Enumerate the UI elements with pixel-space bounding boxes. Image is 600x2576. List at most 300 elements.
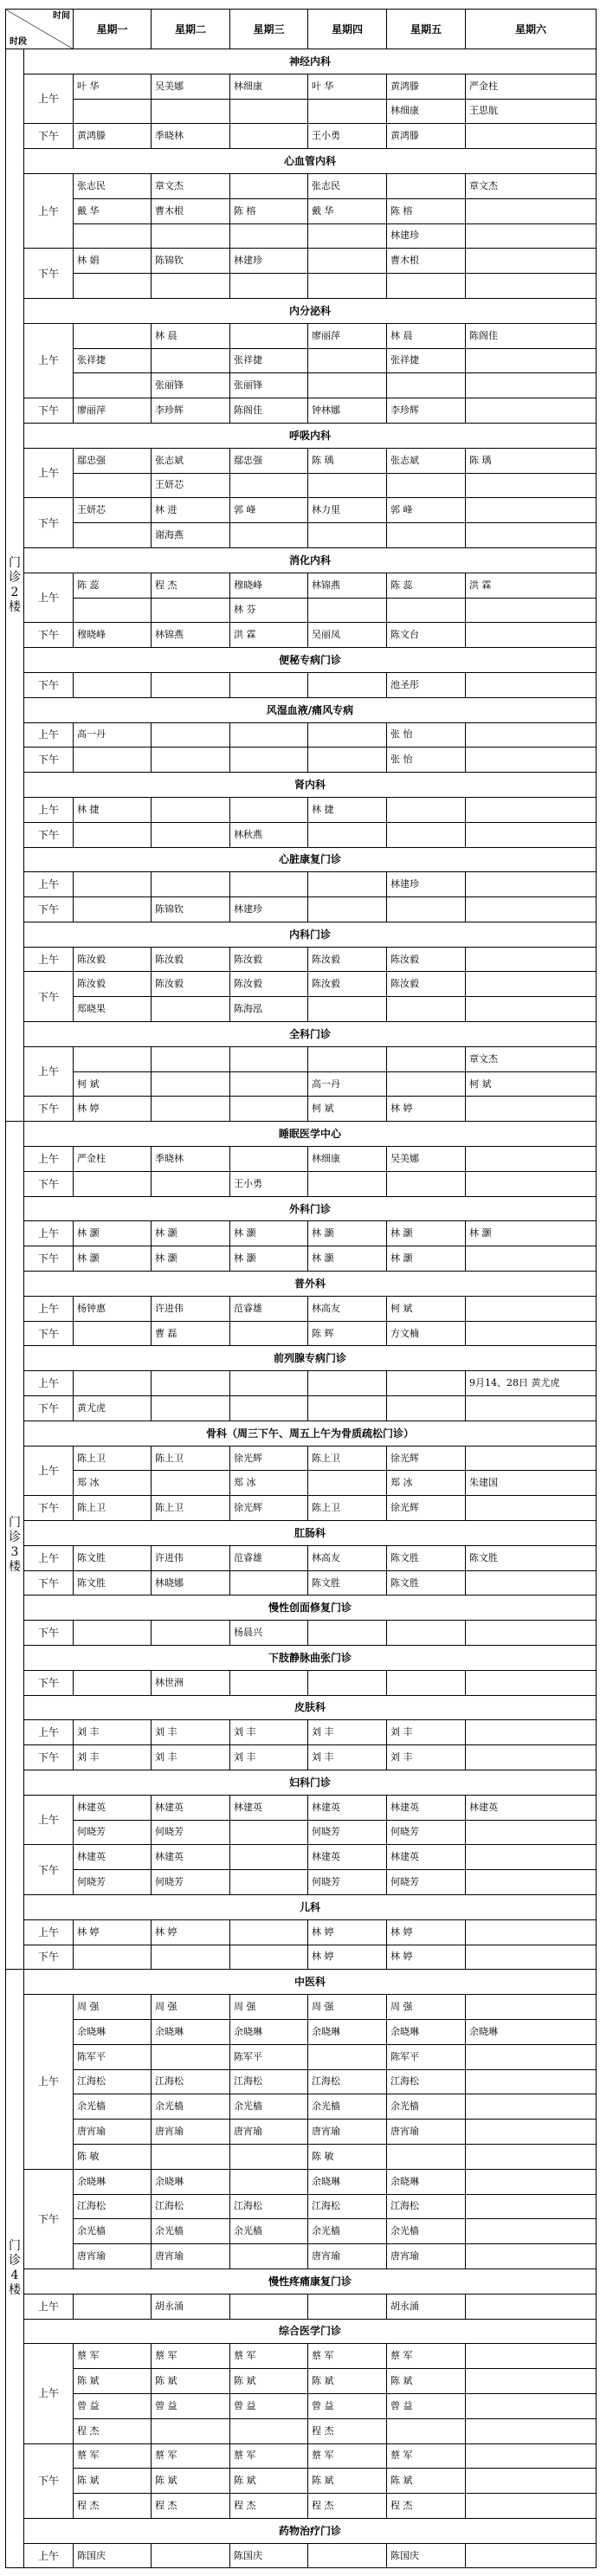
doctor-cell (466, 2344, 597, 2369)
doctor-cell: 王妍芯 (152, 473, 230, 498)
doctor-cell: 郑 冰 (387, 1471, 466, 1496)
doctor-cell (308, 1046, 387, 1071)
doctor-cell: 余光樯 (74, 2219, 152, 2244)
doctor-cell: 黄鸿滕 (387, 124, 466, 149)
schedule-row (6, 2169, 597, 2194)
doctor-cell: 陈 斌 (308, 2469, 387, 2494)
doctor-cell: 蔡 军 (74, 2344, 152, 2369)
doctor-cell: 刘 丰 (74, 1720, 152, 1745)
schedule-row (6, 124, 597, 149)
doctor-cell (466, 1720, 597, 1745)
department-title: 综合医学门诊 (24, 2319, 597, 2344)
doctor-cell: 严金柱 (74, 1147, 152, 1172)
doctor-cell (308, 223, 387, 249)
period-label: 上午 (24, 872, 74, 897)
doctor-cell: 陈汝毅 (152, 972, 230, 997)
schedule-row (6, 1046, 597, 1071)
schedule-row (6, 1945, 597, 1970)
day-header-saturday: 星期六 (466, 10, 597, 49)
doctor-cell: 唐宵瑜 (152, 2244, 230, 2269)
doctor-cell: 郑 冰 (74, 1471, 152, 1496)
doctor-cell (152, 1046, 230, 1071)
doctor-cell (308, 748, 387, 773)
doctor-cell: 唐宵瑜 (74, 2120, 152, 2145)
period-label: 上午 (24, 1371, 74, 1396)
doctor-cell (387, 1371, 466, 1396)
doctor-cell (74, 748, 152, 773)
outpatient-schedule-table (5, 9, 597, 2568)
doctor-cell (152, 348, 230, 373)
schedule-row (6, 1496, 597, 1521)
doctor-cell (308, 1171, 387, 1196)
doctor-cell: 余晓琳 (387, 2169, 466, 2194)
schedule-row (6, 672, 597, 697)
schedule-row (6, 99, 597, 124)
period-label: 上午 (24, 173, 74, 248)
day-header-thursday: 星期四 (308, 10, 387, 49)
doctor-cell: 陈阁佳 (230, 398, 308, 424)
schedule-row (6, 1995, 597, 2020)
doctor-cell (387, 373, 466, 398)
doctor-cell: 陈文胜 (308, 1570, 387, 1595)
period-label: 下午 (24, 748, 74, 773)
doctor-cell: 戴 华 (308, 198, 387, 223)
doctor-cell (308, 897, 387, 922)
doctor-cell (308, 2543, 387, 2568)
doctor-cell: 蔡 军 (230, 2443, 308, 2469)
doctor-cell: 程 杰 (152, 2494, 230, 2519)
doctor-cell: 林 晨 (152, 323, 230, 348)
doctor-cell: 高一丹 (74, 722, 152, 748)
period-label: 上午 (24, 1545, 74, 1570)
doctor-cell: 曾 益 (387, 2393, 466, 2418)
department-title: 风湿血液/痛风专病 (24, 697, 597, 722)
doctor-cell: 陈 斌 (387, 2469, 466, 2494)
doctor-cell (466, 1171, 597, 1196)
doctor-cell (152, 672, 230, 697)
schedule-row (6, 1545, 597, 1570)
doctor-cell: 陈海泓 (230, 997, 308, 1022)
doctor-cell: 陈上卫 (308, 1446, 387, 1471)
doctor-cell (230, 473, 308, 498)
doctor-cell (466, 672, 597, 697)
doctor-cell: 余晓琳 (152, 2169, 230, 2194)
doctor-cell: 余晓琳 (308, 2169, 387, 2194)
department-header-row (6, 2518, 597, 2543)
doctor-cell: 林 灏 (230, 1246, 308, 1272)
doctor-cell: 陈 斌 (387, 2369, 466, 2394)
doctor-cell (466, 2094, 597, 2120)
doctor-cell: 林建英 (230, 1795, 308, 1820)
doctor-cell: 蔡 军 (308, 2344, 387, 2369)
schedule-row (6, 2294, 597, 2319)
doctor-cell: 林建珍 (230, 897, 308, 922)
schedule-row (6, 2044, 597, 2069)
doctor-cell (308, 672, 387, 697)
doctor-cell (387, 1171, 466, 1196)
doctor-cell (152, 223, 230, 249)
doctor-cell: 林建英 (74, 1795, 152, 1820)
doctor-cell (308, 473, 387, 498)
department-header-row (6, 648, 597, 673)
doctor-cell: 陈汝毅 (387, 947, 466, 972)
schedule-row (6, 2418, 597, 2443)
schedule-row (6, 1745, 597, 1770)
doctor-cell: 陈文胜 (387, 1570, 466, 1595)
doctor-cell: 唐宵瑜 (230, 2120, 308, 2145)
doctor-cell (466, 498, 597, 523)
department-title: 肛肠科 (24, 1521, 597, 1546)
doctor-cell (152, 797, 230, 822)
doctor-cell: 刘 丰 (387, 1745, 466, 1770)
schedule-row (6, 1396, 597, 1421)
schedule-row (6, 274, 597, 299)
doctor-cell: 洪 霖 (230, 623, 308, 648)
doctor-cell: 张 怡 (387, 722, 466, 748)
doctor-cell: 胡永涌 (387, 2294, 466, 2319)
doctor-cell (466, 947, 597, 972)
floor-label: 门诊3楼 (6, 1122, 24, 1970)
department-title: 肾内科 (24, 773, 597, 798)
doctor-cell (74, 822, 152, 847)
schedule-row (6, 1171, 597, 1196)
doctor-cell: 程 杰 (308, 2418, 387, 2443)
period-label: 下午 (24, 1621, 74, 1646)
doctor-cell: 林细康 (387, 99, 466, 124)
doctor-cell: 林 婷 (74, 1097, 152, 1122)
doctor-cell (466, 722, 597, 748)
doctor-cell: 江海松 (387, 2194, 466, 2219)
period-label: 上午 (24, 1720, 74, 1745)
doctor-cell: 余晓琳 (74, 2019, 152, 2044)
schedule-row (6, 1097, 597, 1122)
period-label: 下午 (24, 2443, 74, 2518)
doctor-cell: 王妍芯 (74, 498, 152, 523)
doctor-cell: 周 强 (74, 1995, 152, 2020)
schedule-row (6, 1670, 597, 1695)
doctor-cell: 林 灏 (230, 1221, 308, 1246)
department-header-row (6, 1022, 597, 1047)
day-header-tuesday: 星期二 (152, 10, 230, 49)
doctor-cell: 陈锦钦 (152, 249, 230, 274)
schedule-row (6, 498, 597, 523)
period-label: 下午 (24, 1570, 74, 1595)
doctor-cell (230, 1945, 308, 1970)
doctor-cell: 江海松 (152, 2194, 230, 2219)
doctor-cell: 陈 敏 (308, 2144, 387, 2169)
schedule-row (6, 2494, 597, 2519)
period-label: 下午 (24, 1321, 74, 1346)
schedule-row (6, 2094, 597, 2120)
doctor-cell: 章文杰 (466, 1046, 597, 1071)
doctor-cell: 方文楠 (387, 1321, 466, 1346)
department-header-row (6, 1346, 597, 1371)
doctor-cell (230, 748, 308, 773)
doctor-cell: 江海松 (230, 2069, 308, 2094)
doctor-cell (74, 99, 152, 124)
doctor-cell: 陈汝毅 (308, 947, 387, 972)
doctor-cell: 林秋燕 (230, 822, 308, 847)
doctor-cell: 程 杰 (74, 2418, 152, 2443)
schedule-row (6, 1296, 597, 1321)
doctor-cell: 林 灏 (74, 1221, 152, 1246)
period-label: 上午 (24, 1221, 74, 1246)
schedule-row (6, 448, 597, 473)
doctor-cell: 陈 蕊 (387, 573, 466, 598)
doctor-cell (152, 822, 230, 847)
doctor-cell: 林建英 (466, 1795, 597, 1820)
doctor-cell (152, 722, 230, 748)
doctor-cell: 余晓琳 (387, 2019, 466, 2044)
doctor-cell: 张祥捷 (74, 348, 152, 373)
doctor-cell (230, 1820, 308, 1845)
doctor-cell (74, 2294, 152, 2319)
doctor-cell (152, 1621, 230, 1646)
doctor-cell (466, 2219, 597, 2244)
doctor-cell: 曹木根 (152, 198, 230, 223)
doctor-cell (308, 997, 387, 1022)
doctor-cell (387, 274, 466, 299)
doctor-cell (74, 1171, 152, 1196)
schedule-row (6, 2019, 597, 2044)
schedule-row (6, 2144, 597, 2169)
doctor-cell: 陈国庆 (387, 2543, 466, 2568)
day-header-monday: 星期一 (74, 10, 152, 49)
doctor-cell (308, 1471, 387, 1496)
doctor-cell (387, 2418, 466, 2443)
doctor-cell: 吴丽凤 (308, 623, 387, 648)
doctor-cell: 刘 丰 (230, 1745, 308, 1770)
doctor-cell: 唐宵瑜 (387, 2244, 466, 2269)
doctor-cell: 周 强 (308, 1995, 387, 2020)
doctor-cell: 张志民 (74, 173, 152, 198)
doctor-cell (466, 2469, 597, 2494)
doctor-cell (74, 373, 152, 398)
doctor-cell: 章文杰 (152, 173, 230, 198)
doctor-cell: 陈国庆 (74, 2543, 152, 2568)
doctor-cell (74, 1371, 152, 1396)
doctor-cell (466, 2120, 597, 2145)
doctor-cell (152, 274, 230, 299)
doctor-cell (152, 2144, 230, 2169)
schedule-row (6, 1795, 597, 1820)
doctor-cell (387, 2144, 466, 2169)
period-label: 上午 (24, 1995, 74, 2170)
doctor-cell: 余晓琳 (308, 2019, 387, 2044)
schedule-row (6, 1446, 597, 1471)
doctor-cell (74, 672, 152, 697)
doctor-cell (230, 2244, 308, 2269)
doctor-cell (308, 2294, 387, 2319)
doctor-cell: 严金柱 (466, 74, 597, 99)
doctor-cell (230, 2418, 308, 2443)
doctor-cell: 蔡 军 (387, 2443, 466, 2469)
doctor-cell (466, 1670, 597, 1695)
schedule-row (6, 2469, 597, 2494)
department-header-row (6, 149, 597, 174)
doctor-cell: 林 芬 (230, 598, 308, 623)
doctor-cell (74, 473, 152, 498)
doctor-cell (74, 523, 152, 548)
department-header-row (6, 298, 597, 323)
doctor-cell: 林高友 (308, 1545, 387, 1570)
doctor-cell: 唐宵瑜 (387, 2120, 466, 2145)
doctor-cell (230, 1097, 308, 1122)
department-header-row (6, 1196, 597, 1221)
department-header-row (6, 1770, 597, 1795)
doctor-cell (466, 348, 597, 373)
doctor-cell (466, 2543, 597, 2568)
doctor-cell (466, 274, 597, 299)
doctor-cell: 张丽锋 (230, 373, 308, 398)
schedule-row (6, 872, 597, 897)
doctor-cell (466, 1621, 597, 1646)
doctor-cell: 程 杰 (308, 2494, 387, 2519)
department-title: 慢性疼痛康复门诊 (24, 2269, 597, 2294)
doctor-cell: 江海松 (308, 2069, 387, 2094)
doctor-cell (387, 797, 466, 822)
period-label: 上午 (24, 2294, 74, 2319)
doctor-cell: 郑 冰 (230, 1471, 308, 1496)
doctor-cell: 刘 丰 (308, 1745, 387, 1770)
doctor-cell: 曹 磊 (152, 1321, 230, 1346)
department-title: 药物治疗门诊 (24, 2518, 597, 2543)
schedule-row (6, 523, 597, 548)
department-header-row (6, 423, 597, 448)
doctor-cell: 张丽锋 (152, 373, 230, 398)
period-label: 下午 (24, 822, 74, 847)
doctor-cell: 林 灏 (74, 1246, 152, 1272)
doctor-cell (308, 872, 387, 897)
doctor-cell: 江海松 (387, 2069, 466, 2094)
doctor-cell (74, 274, 152, 299)
doctor-cell (466, 997, 597, 1022)
doctor-cell: 程 杰 (387, 2494, 466, 2519)
doctor-cell (308, 1371, 387, 1396)
doctor-cell: 戴 华 (74, 198, 152, 223)
department-header-row (6, 773, 597, 798)
doctor-cell (387, 1670, 466, 1695)
doctor-cell: 陈汝毅 (387, 972, 466, 997)
doctor-cell: 林 灏 (387, 1246, 466, 1272)
doctor-cell: 王思航 (466, 99, 597, 124)
floor-label: 门诊2楼 (6, 49, 24, 1122)
doctor-cell: 季晓林 (152, 1147, 230, 1172)
doctor-cell: 何晓芳 (152, 1820, 230, 1845)
period-label: 上午 (24, 1296, 74, 1321)
schedule-row (6, 198, 597, 223)
doctor-cell: 张志斌 (152, 448, 230, 473)
department-header-row (6, 49, 597, 74)
doctor-cell: 陈阁佳 (466, 323, 597, 348)
doctor-cell (466, 1097, 597, 1122)
period-label: 下午 (24, 1097, 74, 1122)
doctor-cell: 陈汝毅 (74, 972, 152, 997)
doctor-cell (466, 1296, 597, 1321)
doctor-cell: 曾 益 (230, 2393, 308, 2418)
period-label: 下午 (24, 498, 74, 548)
schedule-row (6, 1221, 597, 1246)
doctor-cell: 池圣彤 (387, 672, 466, 697)
period-label: 上午 (24, 74, 74, 124)
period-label: 下午 (24, 1845, 74, 1895)
schedule-row (6, 398, 597, 424)
doctor-cell (466, 972, 597, 997)
doctor-cell (152, 2418, 230, 2443)
department-title: 神经内科 (24, 49, 597, 74)
doctor-cell (230, 523, 308, 548)
doctor-cell: 叶 华 (308, 74, 387, 99)
doctor-cell: 杨晨兴 (230, 1621, 308, 1646)
doctor-cell: 林细康 (308, 1147, 387, 1172)
period-label: 下午 (24, 1396, 74, 1421)
doctor-cell (387, 173, 466, 198)
doctor-cell: 陈汝毅 (74, 947, 152, 972)
period-label: 上午 (24, 1046, 74, 1097)
schedule-row (6, 473, 597, 498)
doctor-cell: 陈上卫 (74, 1446, 152, 1471)
doctor-cell (466, 2069, 597, 2094)
doctor-cell (230, 1870, 308, 1895)
doctor-cell (230, 323, 308, 348)
doctor-cell: 陈汝毅 (230, 972, 308, 997)
doctor-cell (387, 997, 466, 1022)
doctor-cell (230, 872, 308, 897)
period-label: 下午 (24, 249, 74, 299)
doctor-cell: 林建英 (308, 1795, 387, 1820)
department-header-row (6, 1421, 597, 1446)
doctor-cell: 江海松 (152, 2069, 230, 2094)
doctor-cell (230, 1396, 308, 1421)
department-title: 普外科 (24, 1272, 597, 1297)
doctor-cell (230, 2294, 308, 2319)
doctor-cell: 陈 斌 (152, 2369, 230, 2394)
department-title: 便秘专病门诊 (24, 648, 597, 673)
doctor-cell (152, 99, 230, 124)
doctor-cell: 唐宵瑜 (74, 2244, 152, 2269)
doctor-cell: 林 婷 (74, 1919, 152, 1945)
department-title: 前列腺专病门诊 (24, 1346, 597, 1371)
doctor-cell: 徐光辉 (230, 1446, 308, 1471)
doctor-cell (466, 797, 597, 822)
doctor-cell (466, 2418, 597, 2443)
doctor-cell: 徐光辉 (230, 1496, 308, 1521)
doctor-cell: 蔡 军 (74, 2443, 152, 2469)
doctor-cell: 陈汝毅 (152, 947, 230, 972)
doctor-cell: 刘 丰 (152, 1745, 230, 1770)
period-label: 上午 (24, 1919, 74, 1945)
period-label: 下午 (24, 1496, 74, 1521)
doctor-cell: 林细康 (230, 74, 308, 99)
schedule-row (6, 722, 597, 748)
doctor-cell (230, 223, 308, 249)
doctor-cell: 王小勇 (308, 124, 387, 149)
doctor-cell: 李珍辉 (387, 398, 466, 424)
department-header-row (6, 847, 597, 872)
doctor-cell: 曹木根 (387, 249, 466, 274)
header-row (6, 10, 597, 49)
period-label: 下午 (24, 972, 74, 1022)
doctor-cell: 陈文胜 (387, 1545, 466, 1570)
schedule-row (6, 997, 597, 1022)
doctor-cell: 余晓琳 (230, 2019, 308, 2044)
doctor-cell (466, 1246, 597, 1272)
schedule-row (6, 822, 597, 847)
schedule-row (6, 1071, 597, 1097)
period-label: 下午 (24, 897, 74, 922)
doctor-cell (152, 2543, 230, 2568)
doctor-cell (74, 323, 152, 348)
